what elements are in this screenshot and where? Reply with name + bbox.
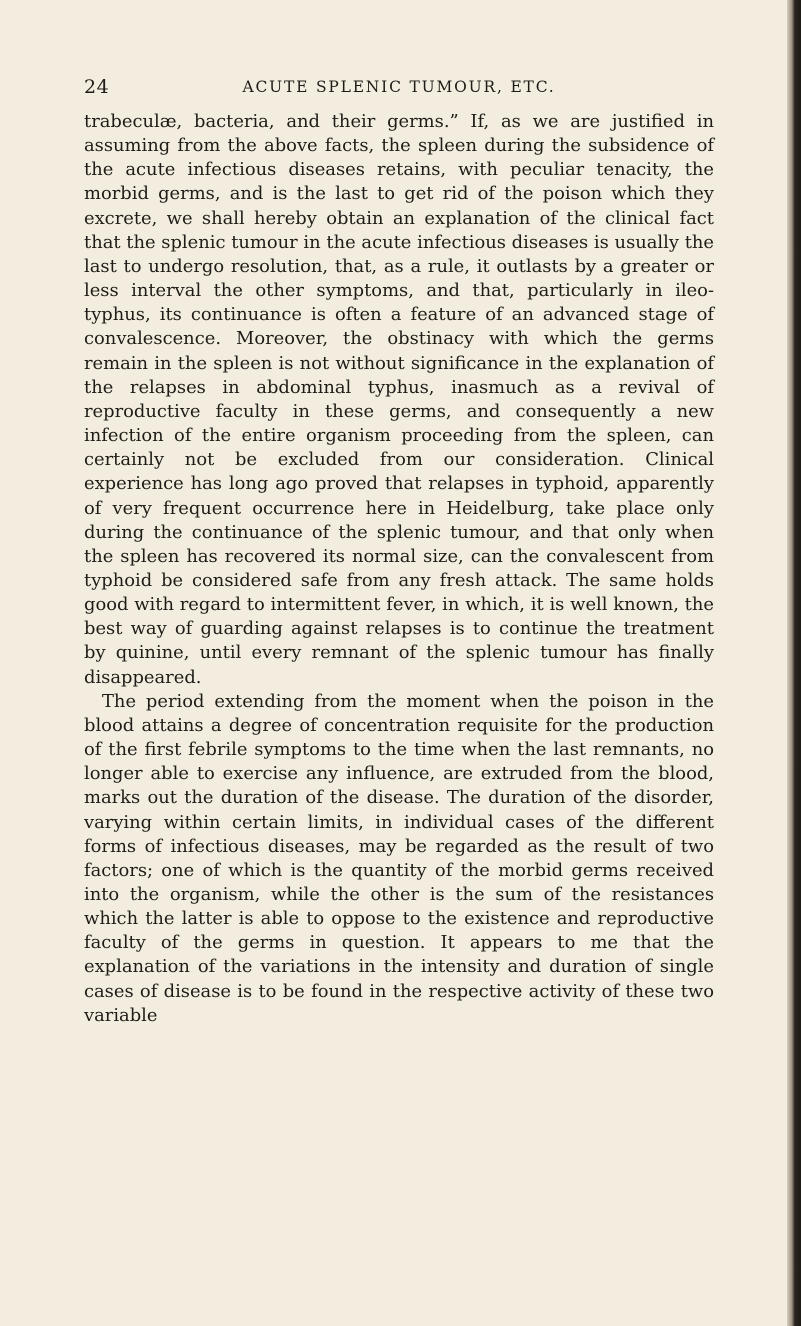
page-edge-shadow	[787, 0, 801, 1326]
running-title: ACUTE SPLENIC TUMOUR, ETC.	[242, 78, 556, 96]
body-text	[84, 110, 714, 1028]
paragraph-continued: trabeculæ, bacteria, and their germs.” If, as we are justified in assuming from the above facts, the spleen during the subsidence of the acute infectious diseases retains, with peculiar tenacity, the morbid germs, and is the last to get rid of the poison which they excrete, we shall hereby obtain an explanation of the clinical fact that the splenic tumour in the acute infectious diseases is usually the last to undergo resolution, that, as a rule, it outlasts by a greater or less interval the other symptoms, and that, particularly in ileo-typhus, its continuance is often a feature of an advanced stage of convalescence. Moreover, the obstinacy with which the germs remain in the spleen is not without significance in the explanation of the relapses in abdominal typhus, inasmuch as a revival of reproductive faculty in these germs, and consequently a new infection of the entire organism proceeding from the spleen, can certainly not be excluded from our consideration. Clinical experience has long ago proved that relapses in typhoid, apparently of very frequent occurrence here in Heidelburg, take place only during the continuance of the splenic tumour, and that only when the spleen has recovered its normal size, can the convalescent from typhoid be considered safe from any fresh attack. The same holds good with regard to intermittent fever, in which, it is well known, the best way of guarding against relapses is to continue the treatment by quinine, until every remnant of the splenic tumour has finally disappeared.	[84, 111, 714, 688]
page-header	[84, 76, 714, 106]
paragraph: The period extending from the moment when the poison in the blood attains a degree of concentration requisite for the production of the first febrile symptoms to the time when the last remnants, no longer able to exercise any influence, are extruded from the blood, marks out the duration of the disease. The duration of the disorder, varying within certain limits, in individual cases of the different forms of infectious diseases, may be regarded as the result of two factors; one of which is the quantity of the morbid germs received into the organism, while the other is the sum of the resistances which the latter is able to oppose to the existence and reproductive faculty of the germs in question. It appears to me that the explanation of the variations in the intensity and duration of single cases of disease is to be found in the respective activity of these two variable	[84, 690, 714, 1026]
page-number: 24	[84, 76, 110, 98]
